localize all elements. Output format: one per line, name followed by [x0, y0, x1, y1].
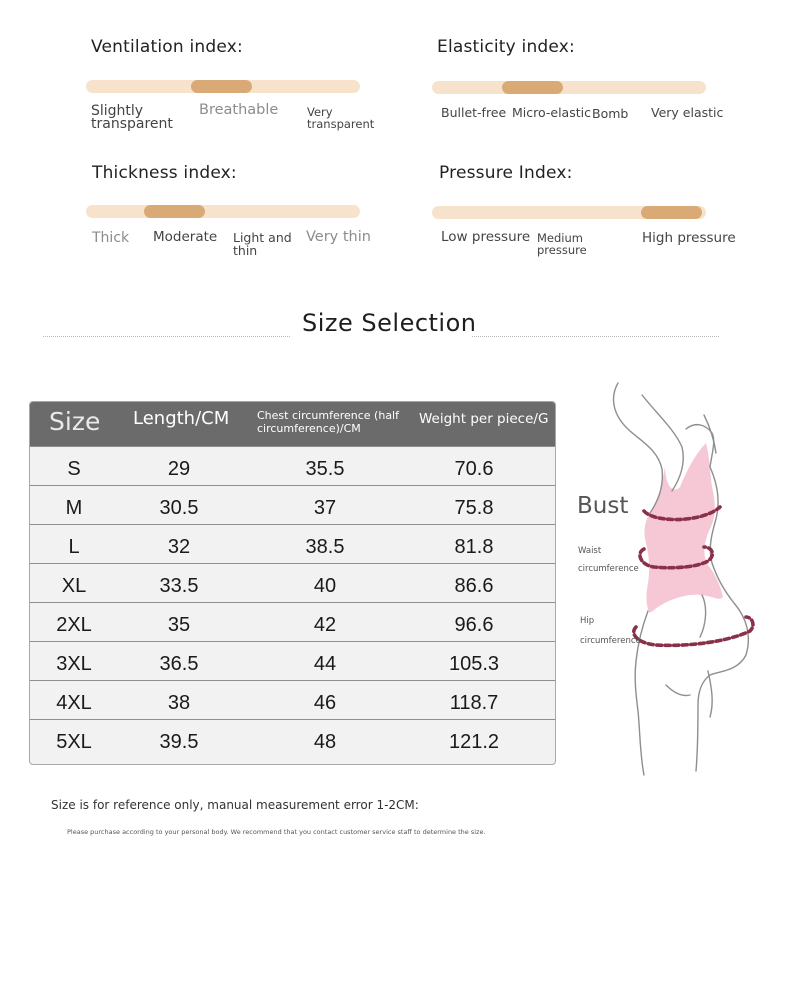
cell-size: 5XL — [56, 731, 92, 753]
pressure-slider-track — [432, 206, 706, 219]
hip-label: Hip circumference — [580, 616, 641, 646]
cell-size: 2XL — [56, 614, 92, 636]
cell-length: 35 — [167, 614, 191, 636]
ventilation-option-2: Breathable — [199, 102, 279, 118]
cell-chest: 37 — [313, 497, 337, 519]
cell-weight: 96.6 — [454, 614, 494, 636]
cell-weight: 105.3 — [448, 653, 500, 675]
hip-line — [634, 617, 753, 645]
cell-length: 33.5 — [159, 575, 199, 597]
table-row — [30, 563, 555, 602]
cell-length: 36.5 — [159, 653, 199, 675]
elasticity-option-3: Bomb — [592, 106, 629, 121]
cell-length: 39.5 — [159, 731, 199, 753]
thickness-slider-track — [86, 205, 360, 218]
pressure-option-2: Medium pressure — [537, 231, 587, 257]
size-selection-title: Size Selection — [302, 309, 477, 337]
table-row — [30, 485, 555, 524]
thickness-option-2: Moderate — [153, 229, 218, 245]
elasticity-option-4: Very elastic — [651, 105, 724, 120]
cell-size: XL — [61, 575, 87, 597]
pressure-slider-thumb — [641, 206, 702, 219]
cell-length: 38 — [167, 692, 191, 714]
table-row — [30, 680, 555, 719]
thickness-index-title: Thickness index: — [92, 163, 237, 183]
cell-weight: 81.8 — [454, 536, 494, 558]
cell-length: 29 — [167, 458, 191, 480]
elasticity-slider-track — [432, 81, 706, 94]
thickness-option-4: Very thin — [306, 229, 371, 245]
body-measurement-figure — [570, 375, 770, 785]
table-row — [30, 602, 555, 641]
pressure-option-3: High pressure — [642, 230, 736, 246]
elasticity-slider-thumb — [502, 81, 563, 94]
header-chest: Chest circumference (half circumference)/CM — [257, 409, 399, 435]
ventilation-option-1: Slightly transparent — [91, 103, 173, 132]
ventilation-option-3: Very transparent — [307, 105, 375, 131]
cell-size: M — [65, 497, 83, 519]
reference-note: Size is for reference only, manual measurement error 1-2CM: — [51, 798, 419, 812]
header-weight: Weight per piece/G — [419, 411, 549, 427]
cell-chest: 42 — [313, 614, 337, 636]
elasticity-index-title: Elasticity index: — [437, 37, 575, 57]
cell-chest: 46 — [313, 692, 337, 714]
cell-size: 4XL — [56, 692, 92, 714]
heading-divider-right — [472, 336, 719, 337]
cell-size: 3XL — [56, 653, 92, 675]
bust-label: Bust — [577, 493, 629, 519]
elasticity-option-2: Micro-elastic — [512, 105, 591, 120]
cell-weight: 86.6 — [454, 575, 494, 597]
cell-size: L — [68, 536, 80, 558]
cell-weight: 118.7 — [449, 692, 499, 714]
ventilation-slider-track — [86, 80, 360, 93]
cell-chest: 44 — [313, 653, 337, 675]
cell-length: 30.5 — [159, 497, 199, 519]
cell-weight: 70.6 — [454, 458, 494, 480]
purchase-note: Please purchase according to your personal body. We recommend that you contact customer service staff to determine the size. — [67, 828, 486, 836]
header-size: Size — [49, 407, 101, 436]
cell-chest: 38.5 — [305, 536, 345, 558]
elasticity-option-1: Bullet-free — [441, 105, 507, 120]
heading-divider-left — [43, 336, 290, 337]
size-table — [29, 401, 556, 765]
cell-weight: 121.2 — [448, 731, 500, 753]
cell-chest: 40 — [313, 575, 337, 597]
cell-weight: 75.8 — [454, 497, 494, 519]
cell-size: S — [67, 458, 81, 480]
cell-chest: 48 — [313, 731, 337, 753]
cell-length: 32 — [167, 536, 191, 558]
ventilation-index-title: Ventilation index: — [91, 37, 243, 57]
thickness-option-1: Thick — [92, 230, 130, 246]
table-row — [30, 446, 555, 485]
pressure-option-1: Low pressure — [441, 229, 531, 245]
table-row — [30, 641, 555, 680]
table-row — [30, 719, 555, 758]
pressure-index-title: Pressure Index: — [439, 163, 573, 183]
thickness-slider-thumb — [144, 205, 205, 218]
cell-chest: 35.5 — [305, 458, 345, 480]
ventilation-slider-thumb — [191, 80, 252, 93]
waist-label: Waist circumference — [578, 546, 639, 574]
thickness-option-3: Light and thin — [233, 230, 292, 258]
table-row — [30, 524, 555, 563]
header-length: Length/CM — [133, 408, 230, 429]
table-header — [30, 402, 555, 446]
